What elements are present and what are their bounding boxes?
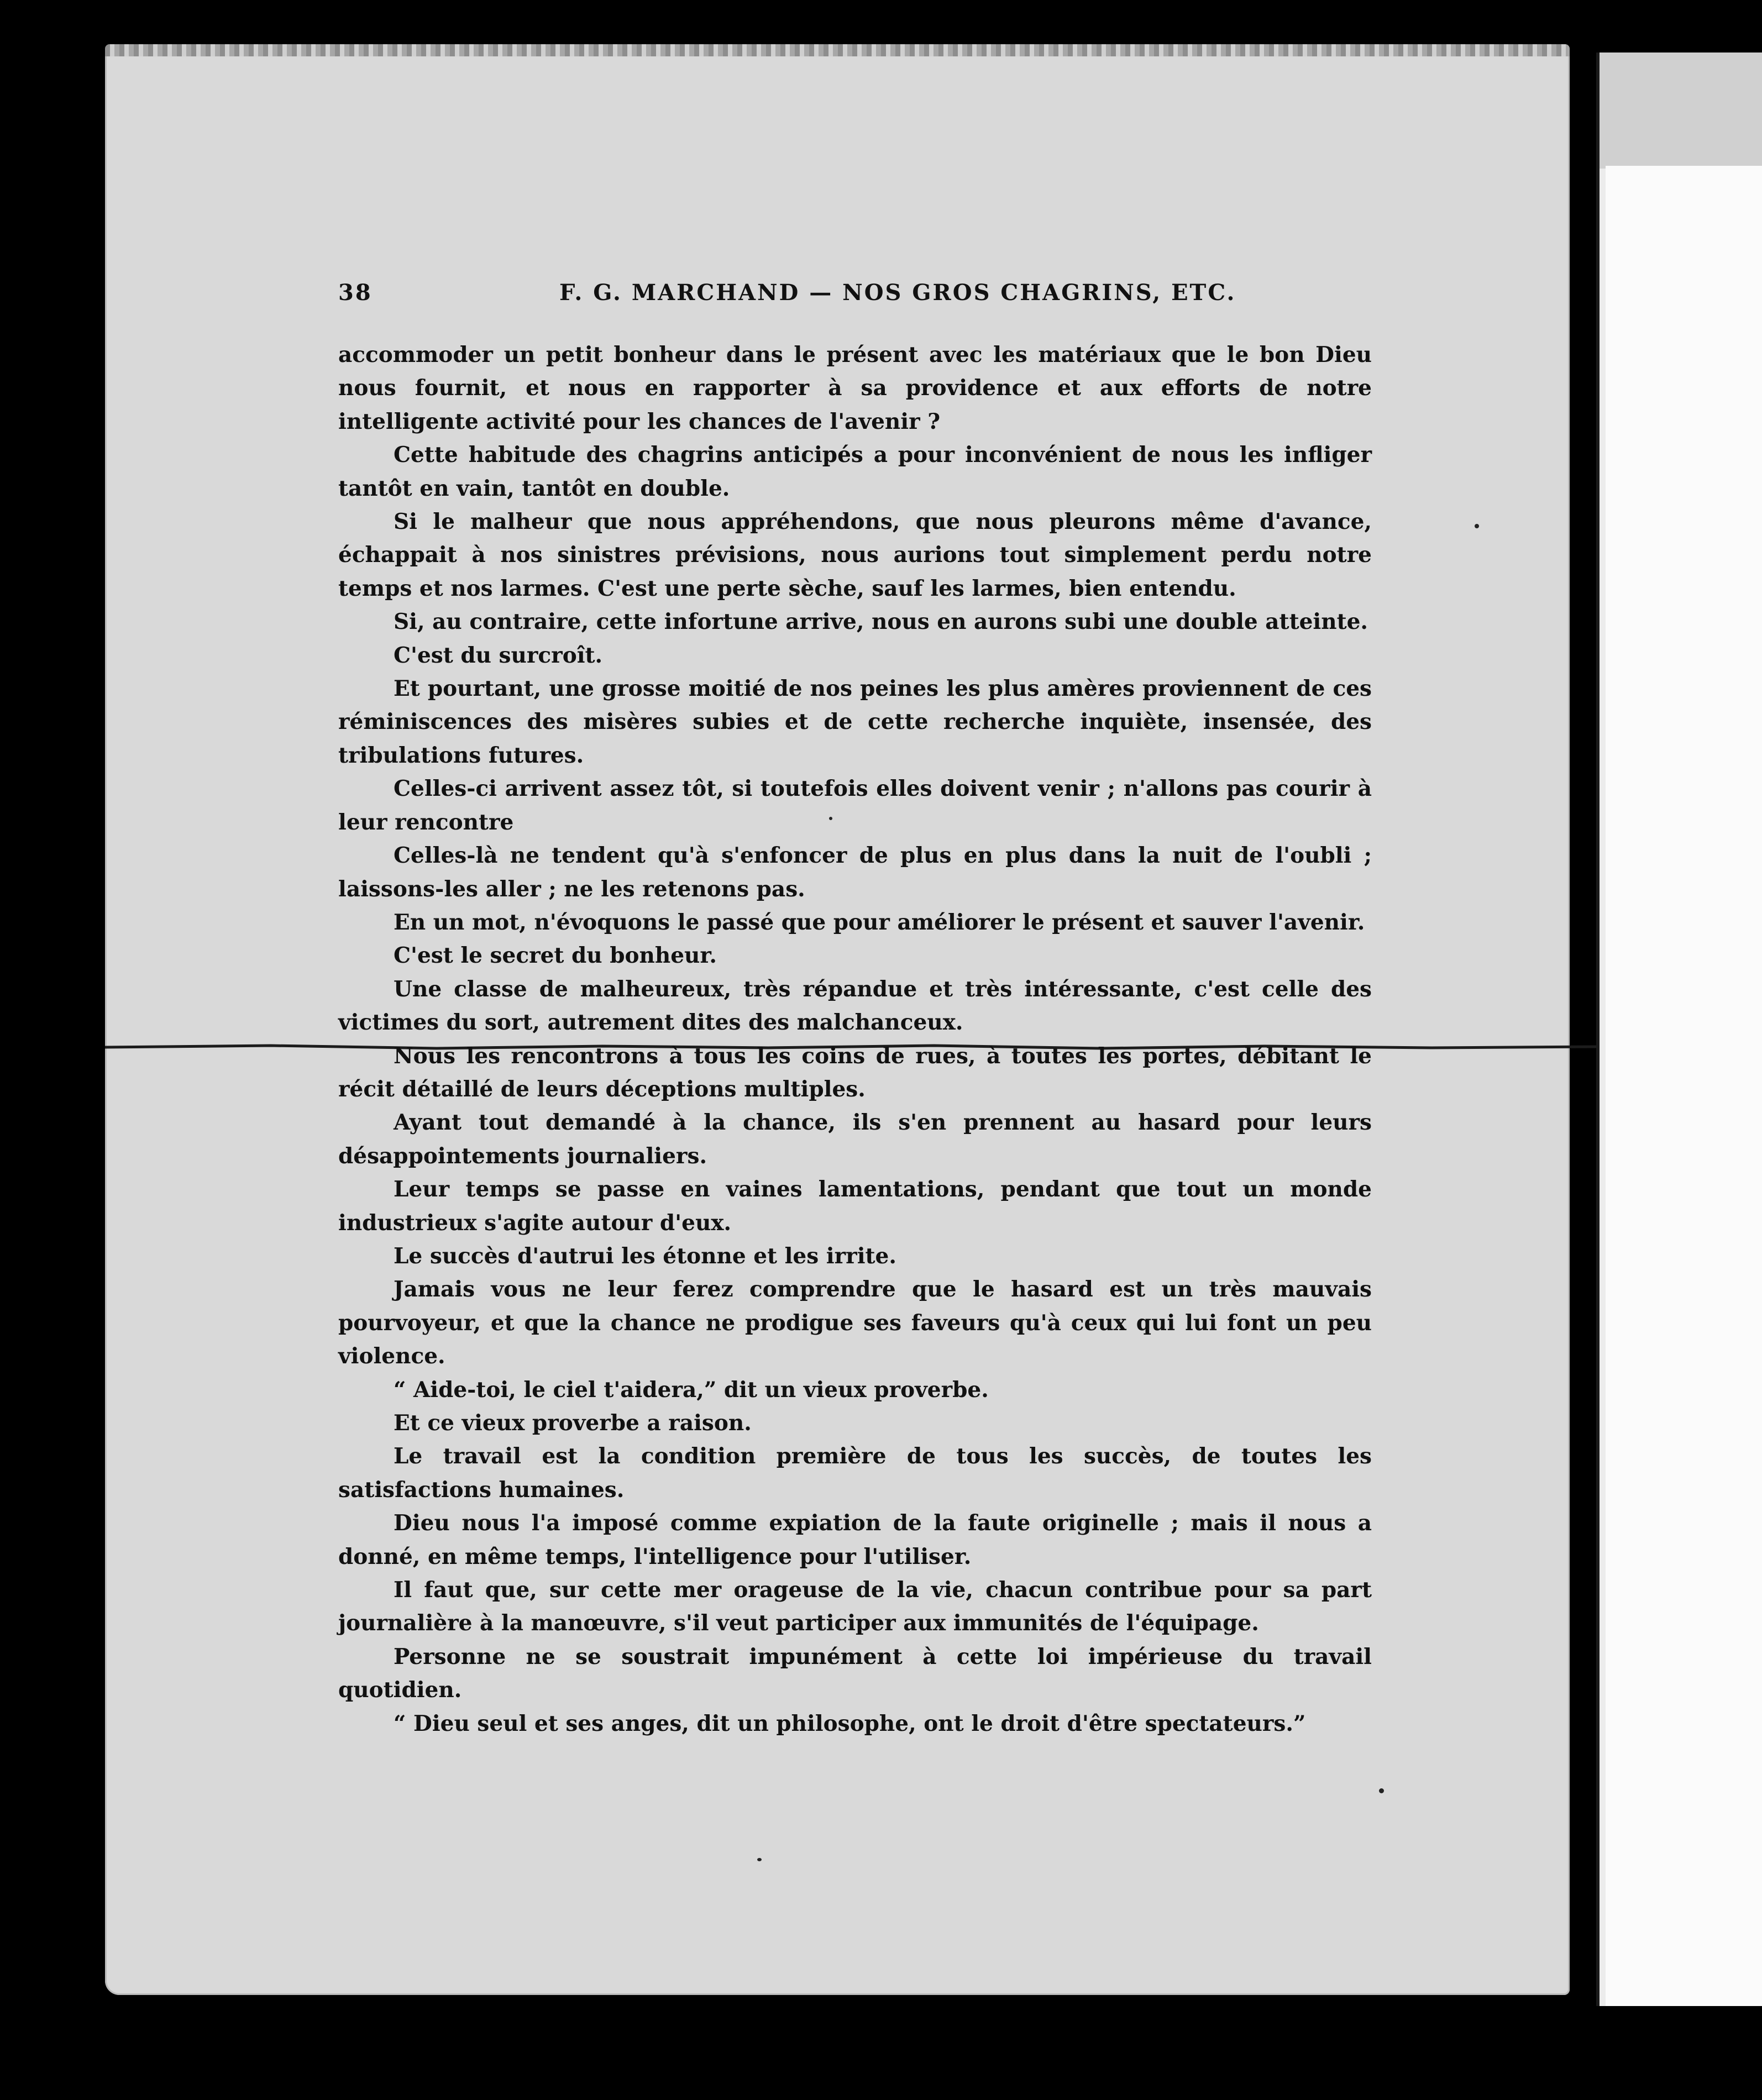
paragraph: “ Dieu seul et ses anges, dit un philosophe, ont le droit d'être spectateurs.” (394, 1710, 1306, 1736)
page-header (338, 280, 1377, 318)
adjacent-page-top-strip (1596, 53, 1762, 169)
paragraph: Cette habitude des chagrins anticipés a pour inconvénient de nous les infliger tantôt en vain, tantôt en double. (338, 442, 1372, 501)
paragraph: Si, au contraire, cette infortune arrive, nous en aurons subi une double atteinte. (394, 609, 1368, 635)
paragraph: Leur temps se passe en vaines lamentations, pendant que tout un monde industrieux s'agite autour d'eux. (338, 1177, 1372, 1236)
paragraph: Et pourtant, une grosse moitié de nos peines les plus amères proviennent de ces réminiscences des misères subies et de cette recherche inquiète, insensée, des tribulations futures. (338, 676, 1372, 768)
paragraph: Et ce vieux proverbe a raison. (394, 1410, 752, 1436)
adjacent-page-blank (1606, 166, 1762, 2006)
paragraph: Jamais vous ne leur ferez comprendre que le hasard est un très mauvais pourvoyeur, et que la chance ne prodigue ses faveurs qu'à ceux qui lui font un peu violence. (338, 1277, 1372, 1369)
paragraph: Dieu nous l'a imposé comme expiation de la faute originelle ; mais il nous a donné, en même temps, l'intelligence pour l'utiliser. (338, 1510, 1372, 1569)
paragraph: Celles-là ne tendent qu'à s'enfoncer de plus en plus dans la nuit de l'oubli ; laissons-les aller ; ne les retenons pas. (338, 843, 1372, 902)
paragraph: Il faut que, sur cette mer orageuse de la vie, chacun contribue pour sa part journalière à la manœuvre, s'il veut participer aux immunités de l'équipage. (338, 1577, 1372, 1636)
paragraph: C'est du surcroît. (394, 642, 603, 668)
page-number: 38 (338, 280, 373, 306)
page-torn-top-edge (105, 44, 1570, 56)
body-text (338, 338, 1372, 1740)
paragraph: Une classe de malheureux, très répandue et très intéressante, c'est celle des victimes du sort, autrement dites des malchanceux. (338, 976, 1372, 1036)
paragraph: Ayant tout demandé à la chance, ils s'en prennent au hasard pour leurs désappointements journaliers. (338, 1110, 1372, 1169)
paragraph: Celles-ci arrivent assez tôt, si toutefois elles doivent venir ; n'allons pas courir à leur rencontre (338, 776, 1372, 835)
paragraph: “ Aide-toi, le ciel t'aidera,” dit un vieux proverbe. (394, 1377, 989, 1403)
dust-speck (1475, 524, 1479, 528)
paragraph: Nous les rencontrons à tous les coins de rues, à toutes les portes, débitant le récit détaillé de leurs déceptions multiples. (338, 1043, 1372, 1102)
paragraph: Personne ne se soustrait impunément à cette loi impérieuse du travail quotidien. (338, 1644, 1372, 1703)
paragraph: C'est le secret du bonheur. (394, 943, 717, 969)
dust-speck (1379, 1788, 1384, 1793)
paragraph: Si le malheur que nous appréhendons, que nous pleurons même d'avance, échappait à nos sinistres prévisions, nous aurions tout simplement perdu notre temps et nos larmes. C'est une perte sèche, sauf les larmes, bien entendu. (338, 509, 1372, 601)
paragraph: Le travail est la condition première de tous les succès, de toutes les satisfactions humaines. (338, 1443, 1372, 1503)
paragraph: Le succès d'autrui les étonne et les irrite. (394, 1243, 896, 1269)
paragraph: En un mot, n'évoquons le passé que pour améliorer le présent et sauver l'avenir. (394, 909, 1365, 935)
dust-speck (829, 817, 832, 820)
dust-speck (757, 1858, 762, 1861)
running-head: F. G. MARCHAND — NOS GROS CHAGRINS, ETC. (559, 280, 1236, 306)
paragraph: accommoder un petit bonheur dans le présent avec les matériaux que le bon Dieu nous fournit, et nous en rapporter à sa providence et aux efforts de notre intelligente activité pour les chances de l'avenir ? (338, 342, 1372, 434)
